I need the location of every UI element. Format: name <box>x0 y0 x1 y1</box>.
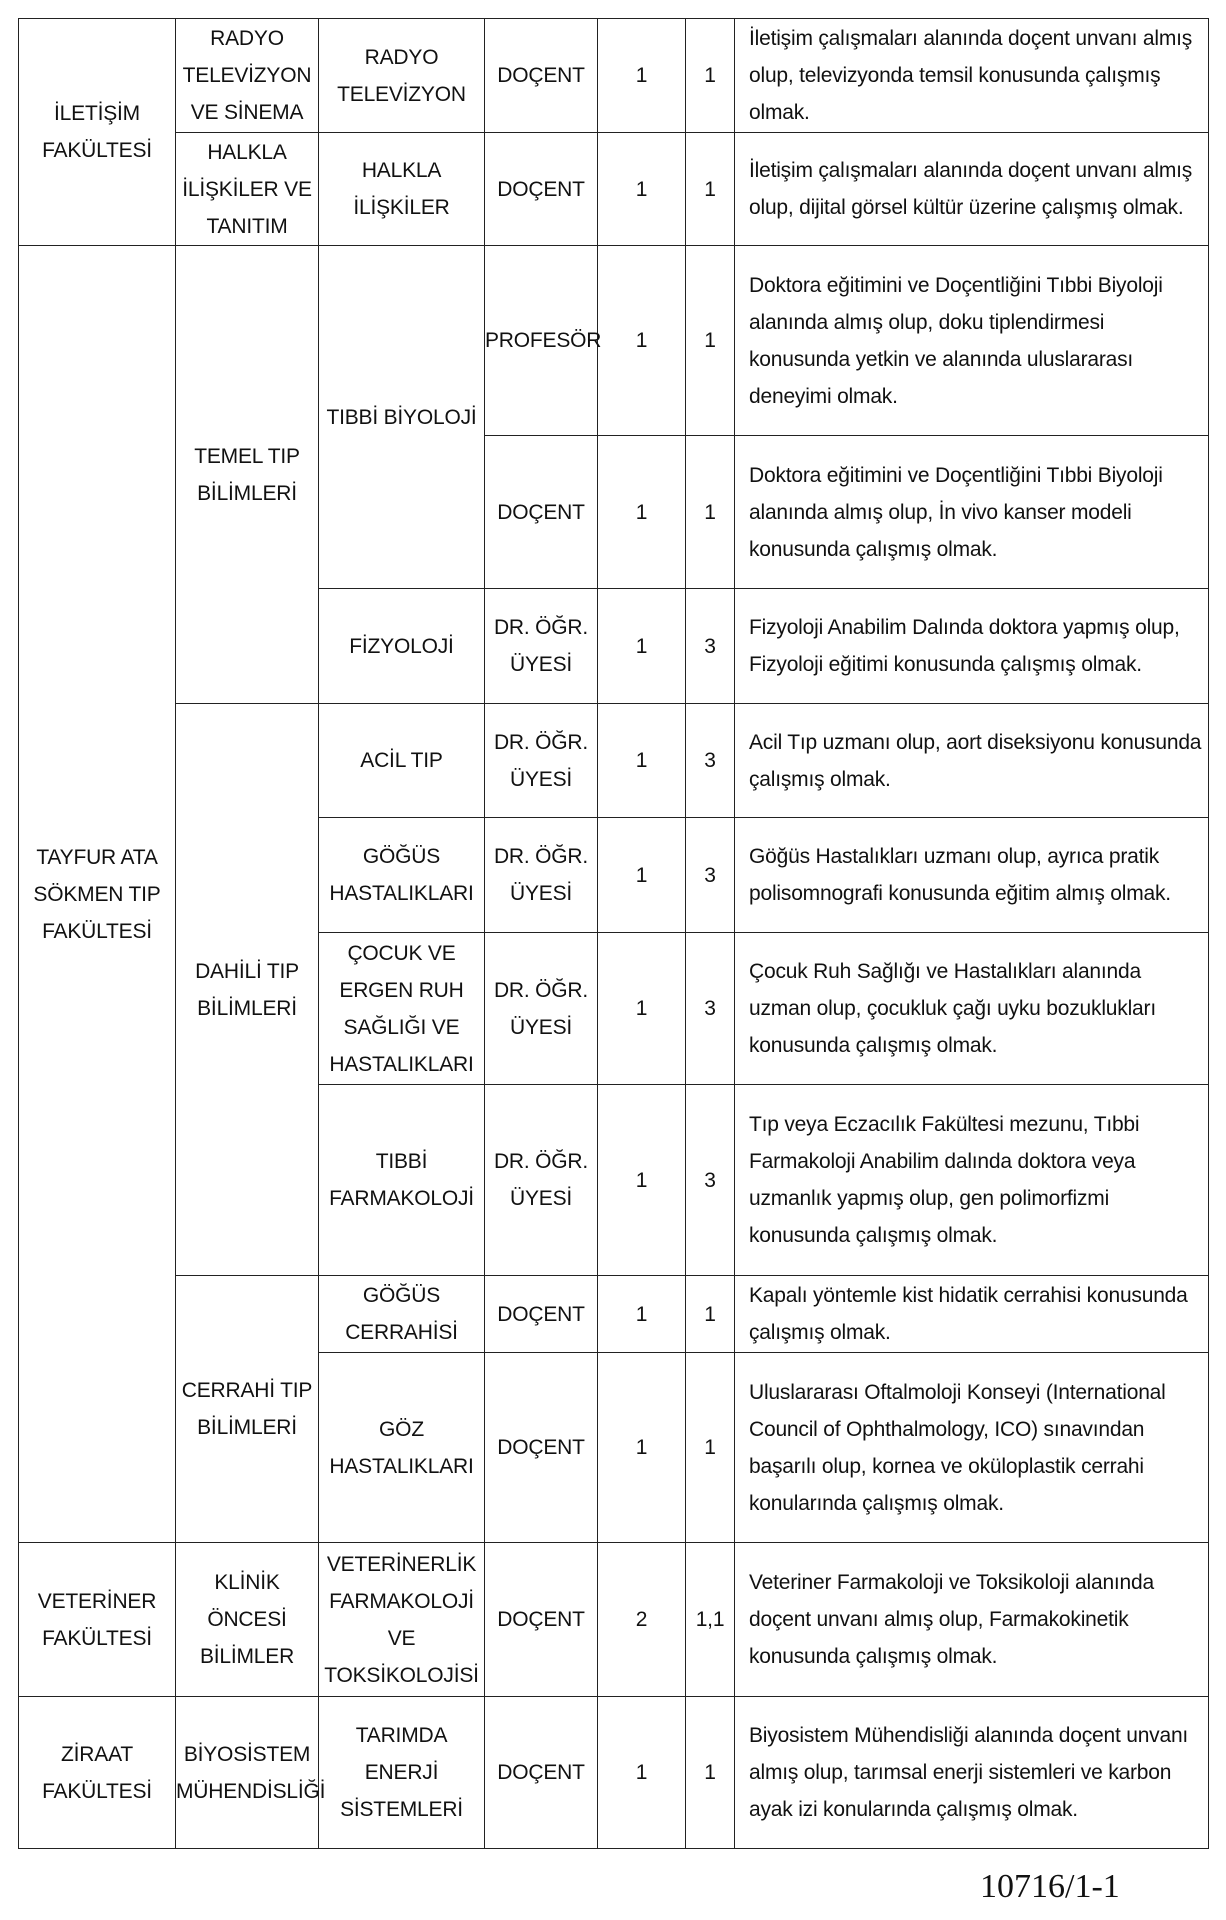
discipline-cell: VETERİNERLİK FARMAKOLOJİ VE TOKSİKOLOJİSİ <box>319 1543 485 1697</box>
title-cell: DOÇENT <box>485 1543 598 1697</box>
department-cell: BİYOSİSTEM MÜHENDİSLİĞİ <box>176 1697 319 1849</box>
title-cell: PROFESÖR <box>485 246 598 436</box>
count-cell: 1 <box>686 1276 735 1353</box>
department-cell: KLİNİK ÖNCESİ BİLİMLER <box>176 1543 319 1697</box>
discipline-cell: TARIMDA ENERJİ SİSTEMLERİ <box>319 1697 485 1849</box>
department-cell: CERRAHİ TIP BİLİMLERİ <box>176 1276 319 1543</box>
title-cell: DR. ÖĞR. ÜYESİ <box>485 704 598 818</box>
count-cell: 1 <box>686 19 735 133</box>
title-cell: DR. ÖĞR. ÜYESİ <box>485 589 598 704</box>
count-cell: 1 <box>686 246 735 436</box>
requirement-cell: Acil Tıp uzmanı olup, aort diseksiyonu konusunda çalışmış olmak. <box>735 704 1209 818</box>
discipline-cell: GÖĞÜS HASTALIKLARI <box>319 818 485 933</box>
count-cell: 1 <box>686 133 735 246</box>
table-row <box>19 246 1209 436</box>
title-cell: DOÇENT <box>485 1697 598 1849</box>
count-cell: 1 <box>686 436 735 589</box>
title-cell: DR. ÖĞR. ÜYESİ <box>485 933 598 1085</box>
count-cell: 3 <box>686 704 735 818</box>
table-row <box>19 133 1209 246</box>
grade-cell: 1 <box>598 704 686 818</box>
requirement-cell: İletişim çalışmaları alanında doçent unvanı almış olup, dijital görsel kültür üzerine çalışmış olmak. <box>735 133 1209 246</box>
grade-cell: 1 <box>598 1353 686 1543</box>
department-cell: TEMEL TIP BİLİMLERİ <box>176 246 319 704</box>
title-cell: DR. ÖĞR. ÜYESİ <box>485 818 598 933</box>
count-cell: 3 <box>686 818 735 933</box>
requirement-cell: İletişim çalışmaları alanında doçent unvanı almış olup, televizyonda temsil konusunda çalışmış olmak. <box>735 19 1209 133</box>
grade-cell: 1 <box>598 1276 686 1353</box>
grade-cell: 1 <box>598 246 686 436</box>
title-cell: DOÇENT <box>485 436 598 589</box>
table-row <box>19 1543 1209 1697</box>
grade-cell: 1 <box>598 1085 686 1276</box>
grade-cell: 1 <box>598 436 686 589</box>
requirement-cell: Kapalı yöntemle kist hidatik cerrahisi konusunda çalışmış olmak. <box>735 1276 1209 1353</box>
requirement-cell: Doktora eğitimini ve Doçentliğini Tıbbi Biyoloji alanında almış olup, doku tiplendirmesi konusunda yetkin ve alanında uluslararası deneyimi olmak. <box>735 246 1209 436</box>
discipline-cell: TIBBİ BİYOLOJİ <box>319 246 485 589</box>
grade-cell: 1 <box>598 818 686 933</box>
requirement-cell: Veteriner Farmakoloji ve Toksikoloji alanında doçent unvanı almış olup, Farmakokinetik konusunda çalışmış olmak. <box>735 1543 1209 1697</box>
requirement-cell: Tıp veya Eczacılık Fakültesi mezunu, Tıbbi Farmakoloji Anabilim dalında doktora veya uzmanlık yapmış olup, gen polimorfizmi konusunda çalışmış olmak. <box>735 1085 1209 1276</box>
count-cell: 3 <box>686 1085 735 1276</box>
page-footer-code: 10716/1-1 <box>980 1868 1120 1905</box>
requirement-cell: Fizyoloji Anabilim Dalında doktora yapmış olup, Fizyoloji eğitimi konusunda çalışmış olmak. <box>735 589 1209 704</box>
discipline-cell: TIBBİ FARMAKOLOJİ <box>319 1085 485 1276</box>
count-cell: 3 <box>686 589 735 704</box>
discipline-cell: HALKLA İLİŞKİLER <box>319 133 485 246</box>
discipline-cell: ÇOCUK VE ERGEN RUH SAĞLIĞI VE HASTALIKLARI <box>319 933 485 1085</box>
department-cell: RADYO TELEVİZYON VE SİNEMA <box>176 19 319 133</box>
grade-cell: 1 <box>598 19 686 133</box>
count-cell: 3 <box>686 933 735 1085</box>
discipline-cell: ACİL TIP <box>319 704 485 818</box>
department-cell: DAHİLİ TIP BİLİMLERİ <box>176 704 319 1276</box>
table-row <box>19 1697 1209 1849</box>
table-row <box>19 1276 1209 1353</box>
requirement-cell: Göğüs Hastalıkları uzmanı olup, ayrıca pratik polisomnografi konusunda eğitim almış olmak. <box>735 818 1209 933</box>
title-cell: DOÇENT <box>485 1276 598 1353</box>
positions-table <box>18 18 1209 1849</box>
grade-cell: 1 <box>598 589 686 704</box>
count-cell: 1 <box>686 1697 735 1849</box>
requirement-cell: Çocuk Ruh Sağlığı ve Hastalıkları alanında uzman olup, çocukluk çağı uyku bozuklukları konusunda çalışmış olmak. <box>735 933 1209 1085</box>
faculty-cell: VETERİNER FAKÜLTESİ <box>19 1543 176 1697</box>
faculty-cell: İLETİŞİM FAKÜLTESİ <box>19 19 176 246</box>
grade-cell: 1 <box>598 933 686 1085</box>
count-cell: 1 <box>686 1353 735 1543</box>
requirement-cell: Uluslararası Oftalmoloji Konseyi (International Council of Ophthalmology, ICO) sınavından başarılı olup, kornea ve oküloplastik cerrahi konularında çalışmış olmak. <box>735 1353 1209 1543</box>
faculty-cell: ZİRAAT FAKÜLTESİ <box>19 1697 176 1849</box>
grade-cell: 1 <box>598 1697 686 1849</box>
title-cell: DR. ÖĞR. ÜYESİ <box>485 1085 598 1276</box>
requirement-cell: Biyosistem Mühendisliği alanında doçent unvanı almış olup, tarımsal enerji sistemleri ve karbon ayak izi konularında çalışmış olmak. <box>735 1697 1209 1849</box>
faculty-cell: TAYFUR ATA SÖKMEN TIP FAKÜLTESİ <box>19 246 176 1543</box>
discipline-cell: GÖZ HASTALIKLARI <box>319 1353 485 1543</box>
count-cell: 1,1 <box>686 1543 735 1697</box>
discipline-cell: FİZYOLOJİ <box>319 589 485 704</box>
grade-cell: 1 <box>598 133 686 246</box>
title-cell: DOÇENT <box>485 19 598 133</box>
discipline-cell: RADYO TELEVİZYON <box>319 19 485 133</box>
title-cell: DOÇENT <box>485 1353 598 1543</box>
table-row <box>19 19 1209 133</box>
grade-cell: 2 <box>598 1543 686 1697</box>
discipline-cell: GÖĞÜS CERRAHİSİ <box>319 1276 485 1353</box>
title-cell: DOÇENT <box>485 133 598 246</box>
table-row <box>19 704 1209 818</box>
requirement-cell: Doktora eğitimini ve Doçentliğini Tıbbi Biyoloji alanında almış olup, İn vivo kanser modeli konusunda çalışmış olmak. <box>735 436 1209 589</box>
department-cell: HALKLA İLİŞKİLER VE TANITIM <box>176 133 319 246</box>
